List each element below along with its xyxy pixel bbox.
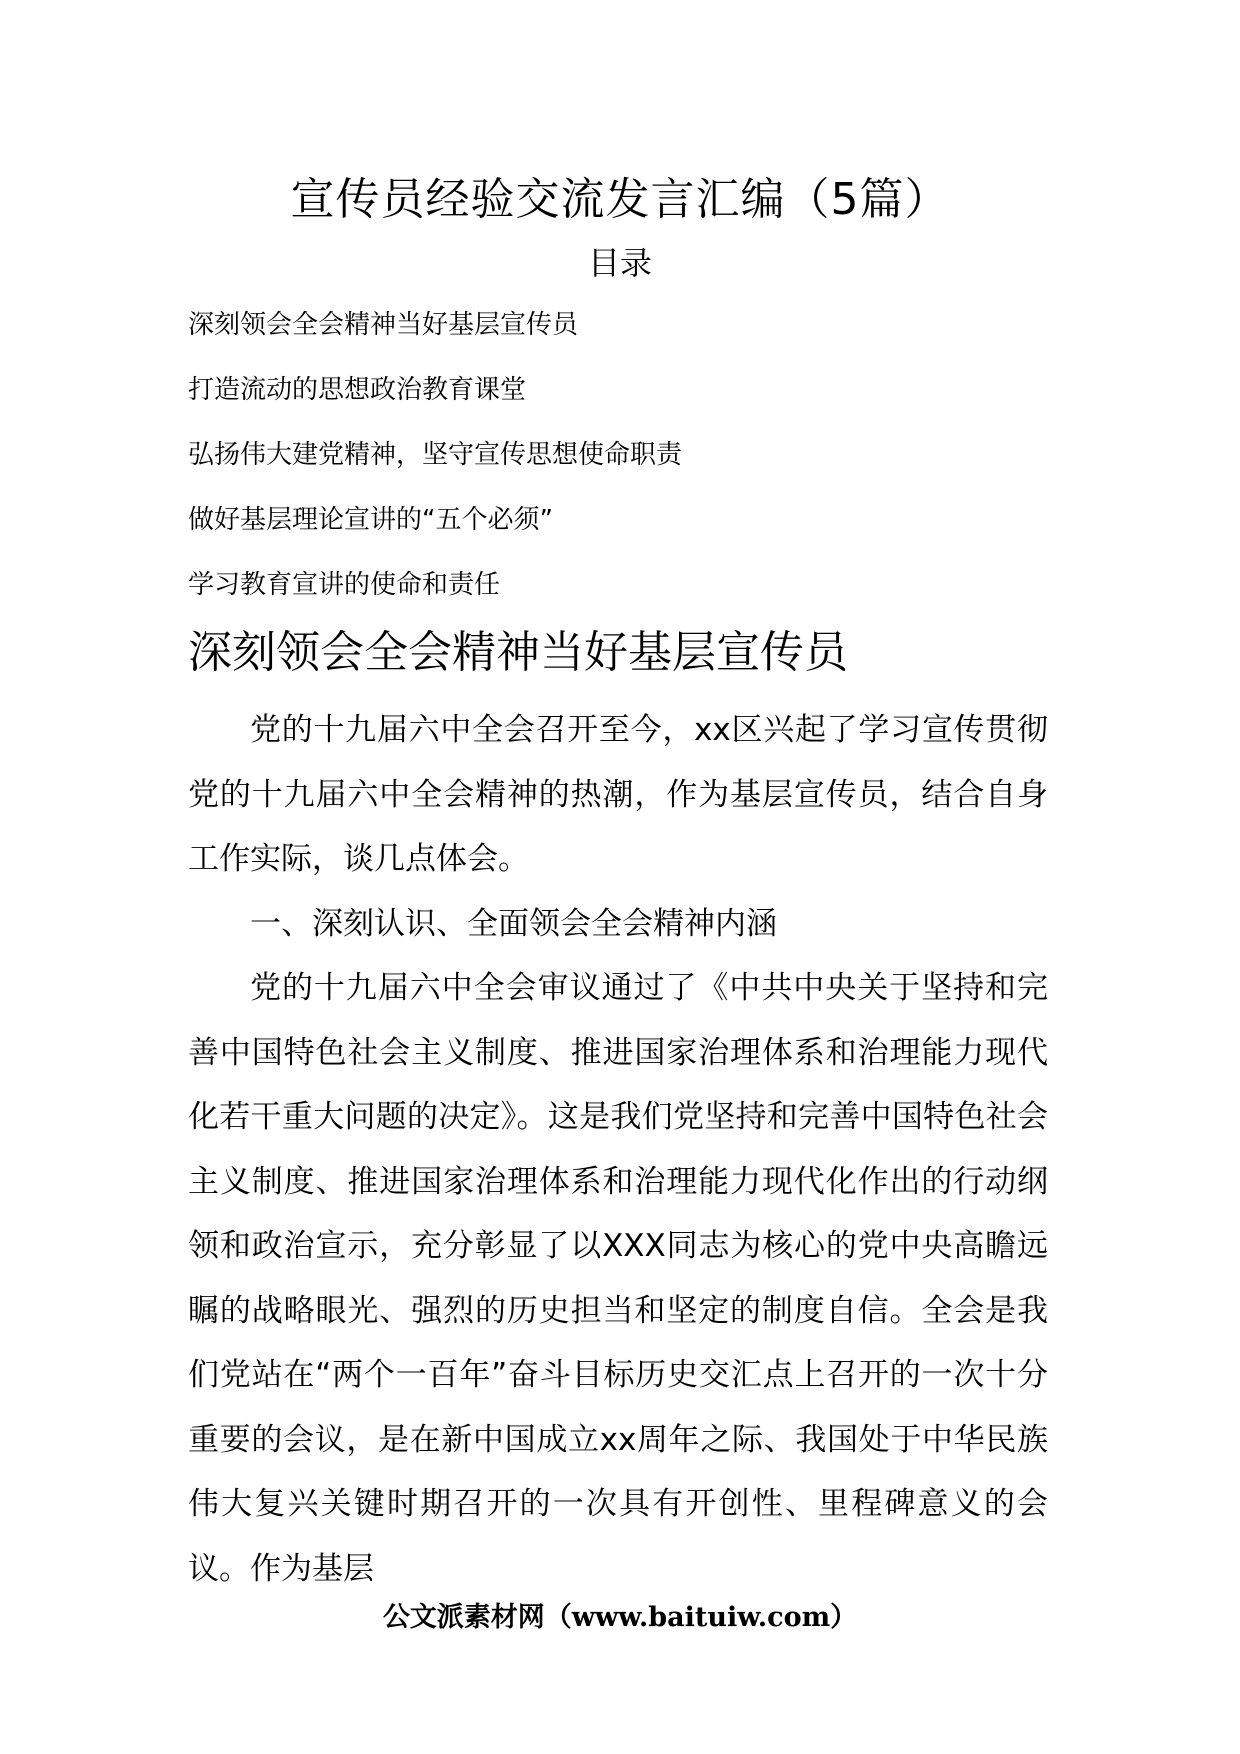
- section-body: [188, 698, 1048, 1601]
- toc-item: 弘扬伟大建党精神，坚守宣传思想使命职责: [188, 440, 683, 470]
- toc-item: 做好基层理论宣讲的“五个必须”: [188, 505, 553, 535]
- paragraph: 党的十九届六中全会召开至今，xx区兴起了学习宣传贯彻党的十九届六中全会精神的热潮，作为基层宣传员，结合自身工作实际，谈几点体会。: [188, 712, 1048, 877]
- toc-item: 打造流动的思想政治教育课堂: [188, 375, 527, 405]
- footer-watermark: 公文派素材网（www.baituiw.com）: [382, 1602, 858, 1633]
- table-of-contents: [188, 306, 682, 631]
- toc-heading: 目录: [587, 244, 652, 282]
- paragraph: 党的十九届六中全会审议通过了《中共中央关于坚持和完善中国特色社会主义制度、推进国家治理体系和治理能力现代化若干重大问题的决定》。这是我们党坚持和完善中国特色社会主义制度、推进国家治理体系和治理能力现代化作出的行动纲领和政治宣示，充分彰显了以XXX同志为核心的党中央高瞻远瞩的战略眼光、强烈的历史担当和坚定的制度自信。全会是我们党站在“两个一百年”奋斗目标历史交汇点上召开的一次十分重要的会议，是在新中国成立xx周年之际、我国处于中华民族伟大复兴关键时期召开的一次具有开创性、里程碑意义的会议。作为基层: [188, 970, 1048, 1587]
- toc-item: 深刻领会全会精神当好基层宣传员: [188, 310, 579, 340]
- document-title: 宣传员经验交流发言汇编（5篇）: [290, 174, 950, 225]
- subheading: 一、深刻认识、全面领会全会精神内涵: [250, 905, 777, 942]
- section-title: 深刻领会全会精神当好基层宣传员: [188, 627, 848, 678]
- toc-item: 学习教育宣讲的使命和责任: [188, 570, 501, 600]
